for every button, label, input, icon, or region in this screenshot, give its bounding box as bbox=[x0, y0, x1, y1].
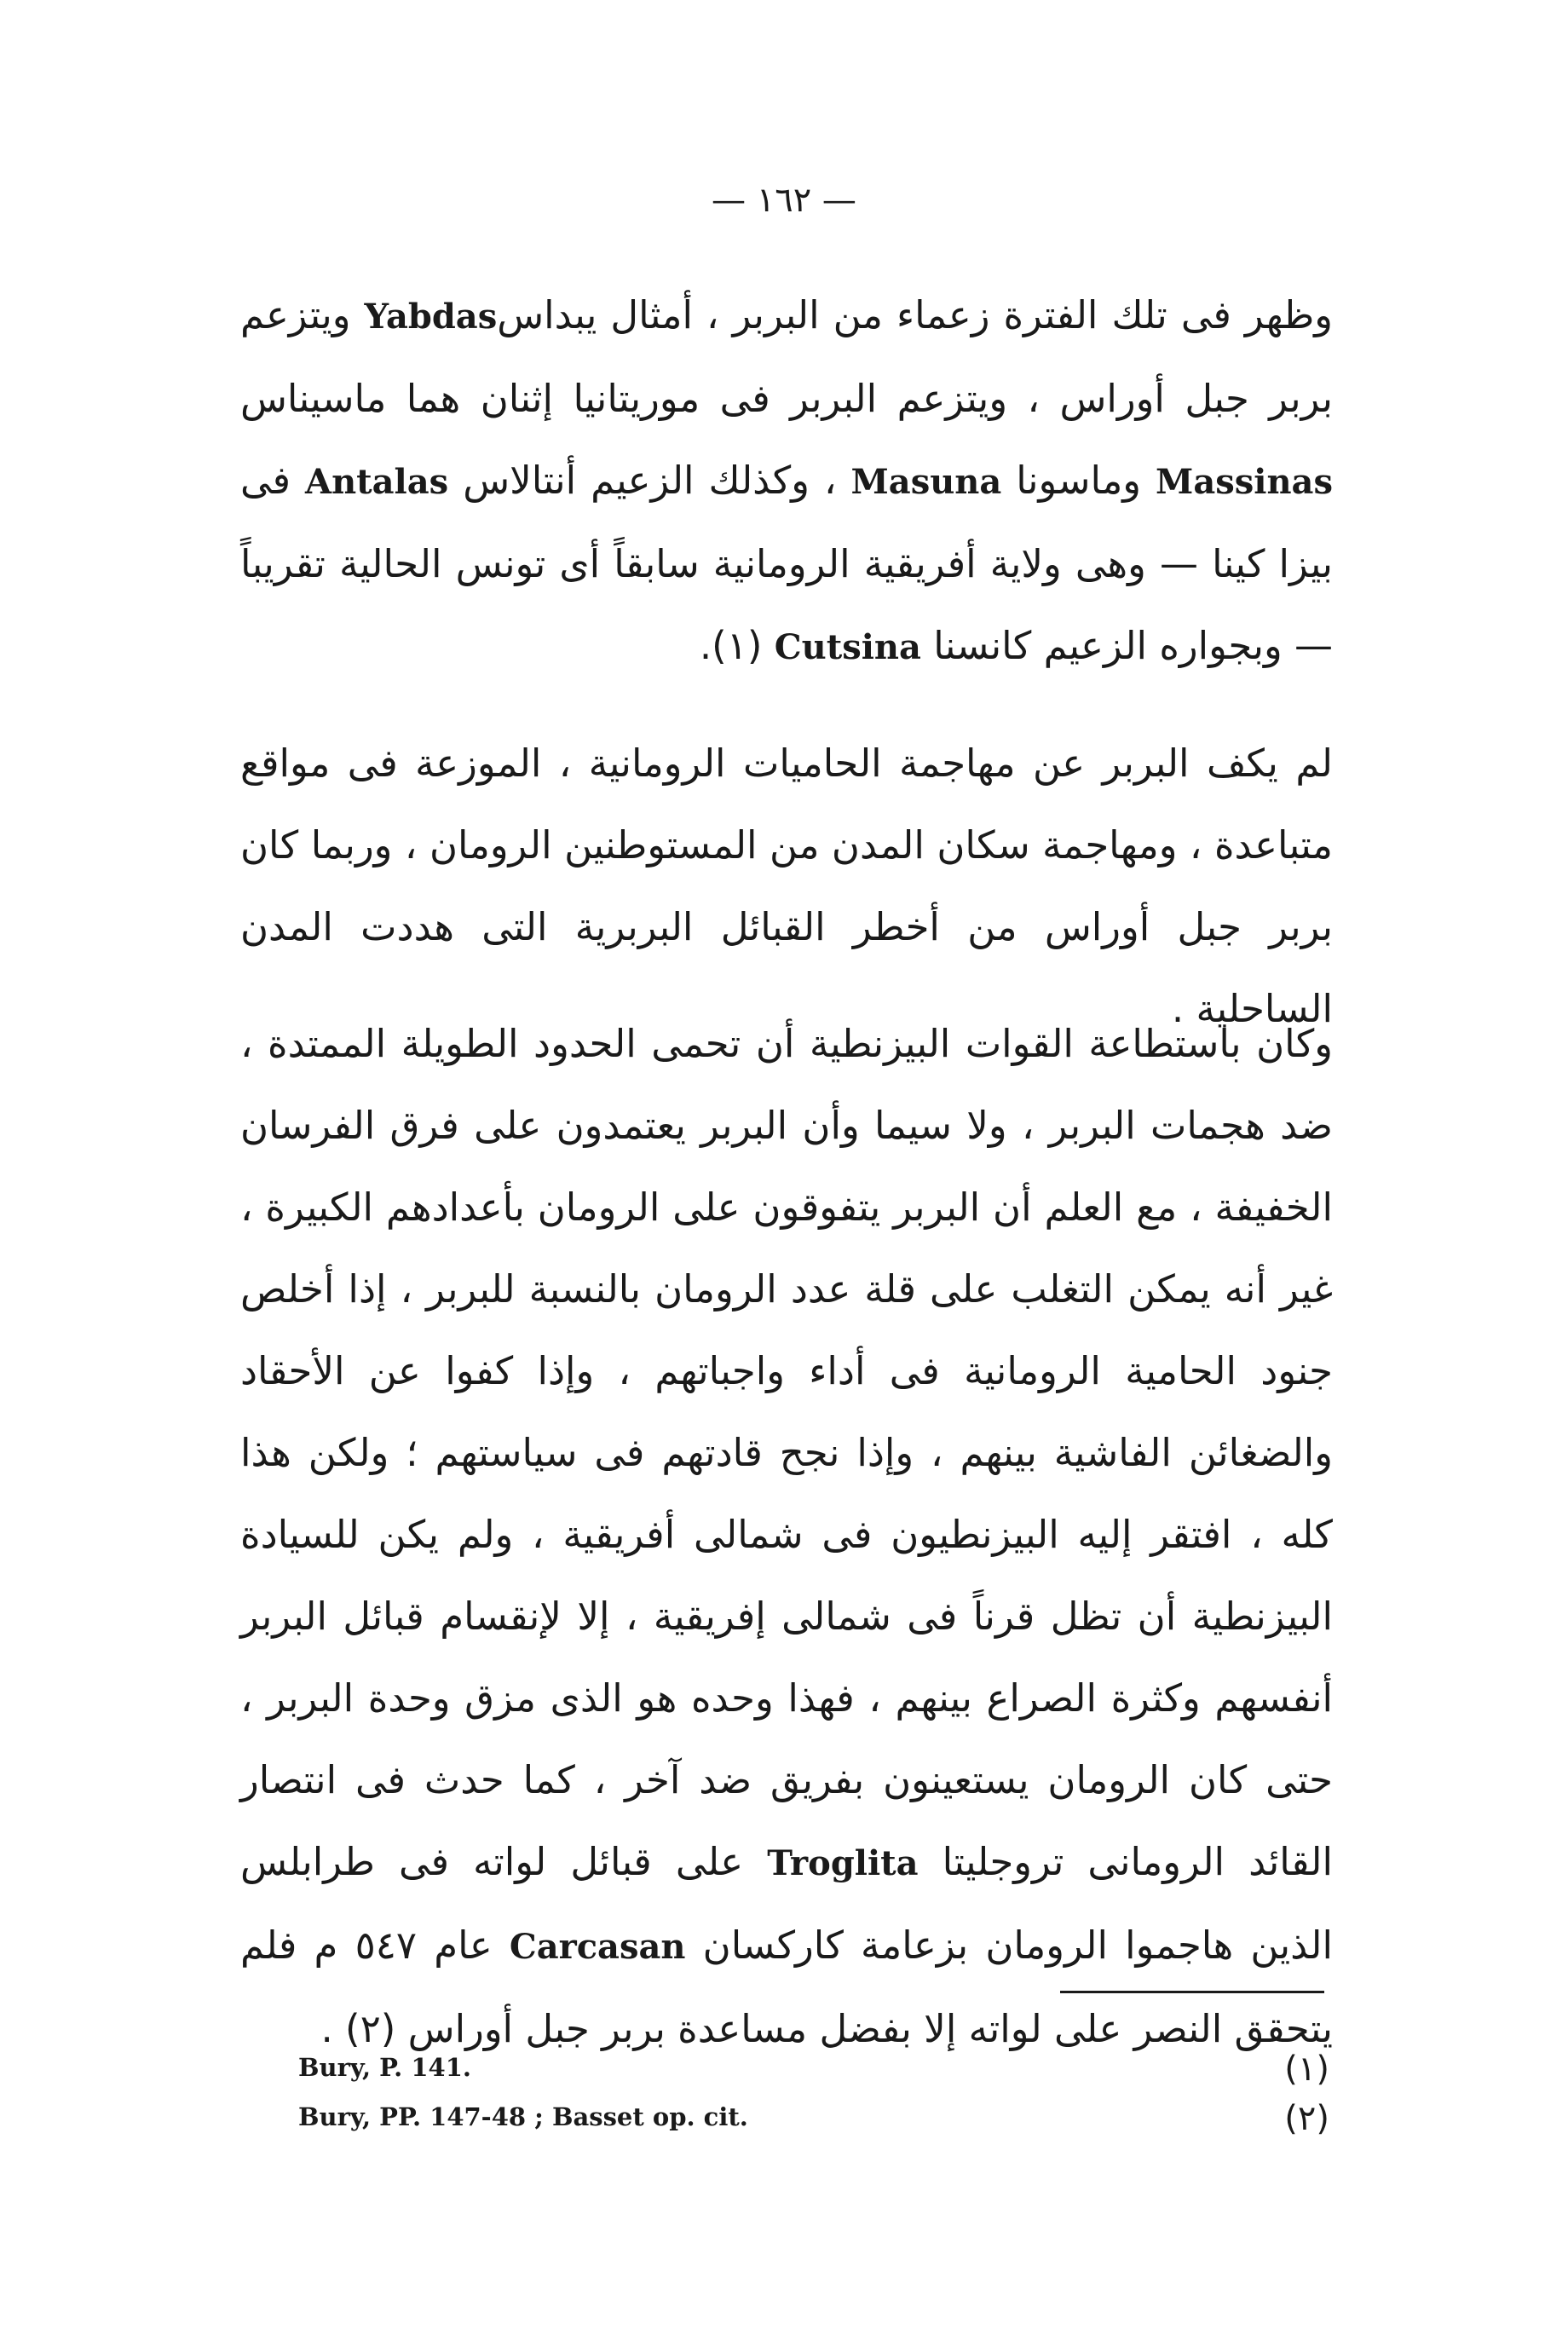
footnote-citation: Bury, P. 141. bbox=[298, 2053, 471, 2082]
footnote-reference-1: (١). bbox=[699, 623, 775, 668]
latin-term-troglita: Troglita bbox=[767, 1843, 919, 1883]
footnote-citation: Bury, PP. 147-48 ; Basset op. cit. bbox=[298, 2102, 748, 2131]
footnote-divider bbox=[1060, 1991, 1324, 1993]
paragraph-text: على قبائل لواته فى طرابلس الذين هاجموا الرومان بزعامة كاركسان bbox=[240, 1839, 1333, 1968]
paragraph-3 bbox=[240, 1003, 1333, 2070]
paragraph-1 bbox=[240, 274, 1333, 689]
paragraph-text: ، وكذلك الزعيم أنتالاس bbox=[448, 458, 851, 503]
latin-term-massinas: Massinas bbox=[1156, 462, 1333, 502]
footnote-marker: (١) bbox=[1284, 2050, 1329, 2089]
footnote-reference-2: عام ٥٤٧ م فلم يتحقق النصر على لواته إلا بفضل مساعدة بربر جبل أوراس (٢) . bbox=[240, 1923, 1333, 2051]
footnote-2 bbox=[298, 2099, 1329, 2142]
latin-term-cutsina: Cutsina bbox=[774, 627, 921, 667]
latin-term-antalas: Antalas bbox=[305, 462, 449, 502]
latin-term-masuna: Masuna bbox=[850, 462, 1002, 502]
paragraph-text: وكان باستطاعة القوات البيزنطية أن تحمى الحدود الطويلة الممتدة ، ضد هجمات البربر ، ولا سيما وأن البربر يعتمدون على فرق الفرسان الخفيفة ، مع العلم أن البربر يتفوقون على الرومان بأعدادهم الكبيرة ، غير أنه يمكن التغلب على قلة عدد الرومان بالنسبة للبربر ، إذا أخلص جنود الحامية الرومانية فى أداء واجباتهم ، وإذا كفوا عن الأحقاد والضغائن الفاشية بينهم ، وإذا نجح قادتهم فى سياستهم ؛ ولكن هذا كله ، افتقر إليه البيزنطيون فى شمالى أفريقية ، ولم يكن للسيادة البيزنطية أن تظل قرناً فى شمالى إفريقية ، إلا لإنقسام قبائل البربر أنفسهم وكثرة الصراع بينهم ، فهذا وحده هو الذى مزق وحدة البربر ، حتى كان الرومان يستعينون بفريق ضد آخر ، كما حدث فى انتصار القائد الرومانى تروجليتا bbox=[240, 1021, 1333, 1884]
latin-term-yabdas: Yabdas bbox=[364, 297, 498, 337]
page-number: — ١٦٢ — bbox=[712, 181, 856, 220]
footnote-marker: (٢) bbox=[1284, 2099, 1329, 2138]
latin-term-carcasan: Carcasan bbox=[509, 1927, 686, 1967]
paragraph-text: فى بيزا كينا — وهى ولاية أفريقية الرومانية سابقاً أى تونس الحالية تقريباً — وبجواره الزعيم كانسنا bbox=[240, 458, 1333, 668]
paragraph-2: لم يكف البربر عن مهاجمة الحاميات الرومانية ، الموزعة فى مواقع متباعدة ، ومهاجمة سكان المدن من المستوطنين الرومان ، وربما كان بربر جبل أوراس من أخطر القبائل البربرية التى هددت المدن الساحلية . bbox=[240, 741, 1333, 1031]
paragraph-text: وماسونا bbox=[1001, 458, 1156, 503]
paragraph-text: وظهر فى تلك الفترة زعماء من البربر ، أمثال يبداس bbox=[497, 292, 1333, 337]
paragraph-text: ويتزعم بربر جبل أوراس ، ويتزعم البربر فى موريتانيا إثنان هما ماسيناس bbox=[240, 292, 1333, 421]
footnote-1 bbox=[298, 2050, 1329, 2092]
